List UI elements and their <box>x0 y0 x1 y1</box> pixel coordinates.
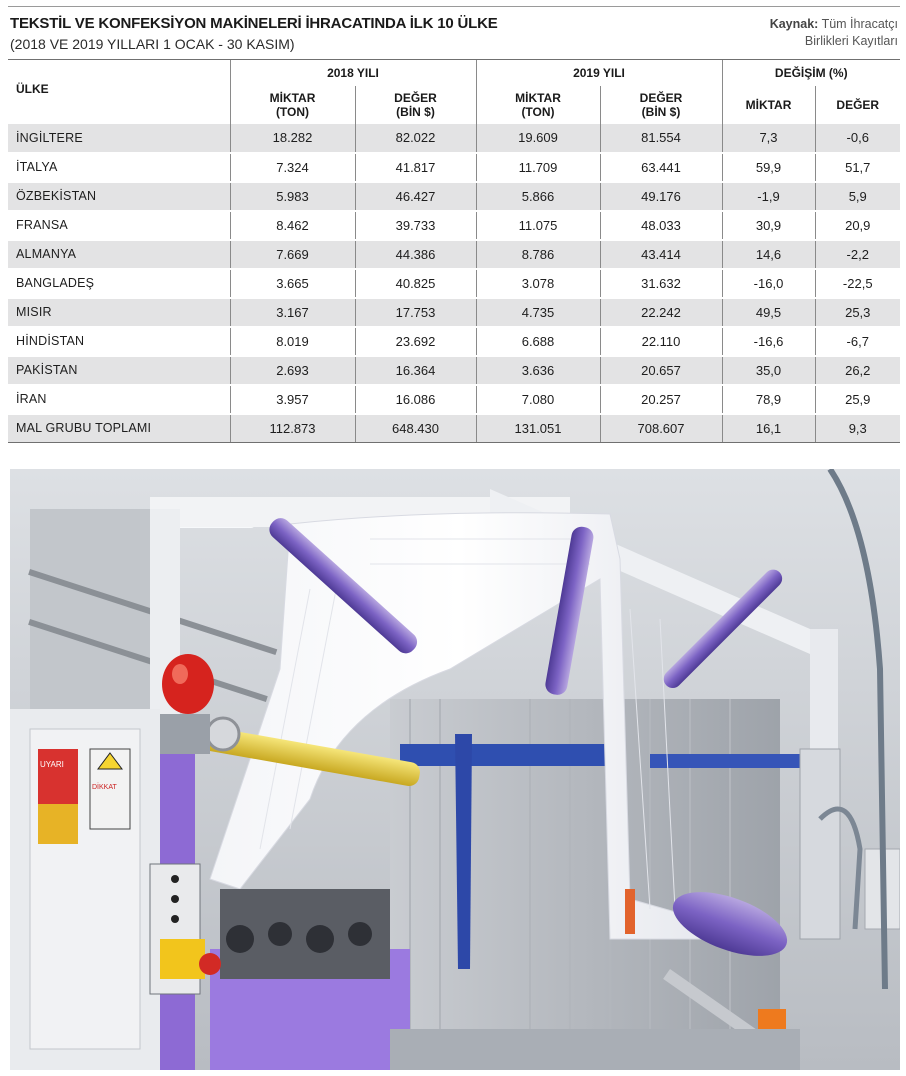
fire-extinguisher <box>162 654 214 714</box>
value-cell: 44.386 <box>355 240 476 269</box>
country-cell: ALMANYA <box>8 240 230 269</box>
value-cell: 59,9 <box>722 153 815 182</box>
value-cell: 648.430 <box>355 414 476 443</box>
value-cell: 9,3 <box>815 414 900 443</box>
value-cell: 22.110 <box>600 327 722 356</box>
value-cell: 22.242 <box>600 298 722 327</box>
table-row <box>8 298 900 327</box>
value-cell: 40.825 <box>355 269 476 298</box>
source-line-1: Tüm İhracatçı <box>821 17 898 31</box>
table-row <box>8 385 900 414</box>
value-cell: 43.414 <box>600 240 722 269</box>
country-cell: FRANSA <box>8 211 230 240</box>
value-cell: 2.693 <box>230 356 355 385</box>
table-row <box>8 269 900 298</box>
value-cell: 112.873 <box>230 414 355 443</box>
value-cell: 4.735 <box>476 298 600 327</box>
control-panel-yellow <box>160 939 205 979</box>
country-cell: MAL GRUBU TOPLAMI <box>8 414 230 443</box>
value-cell: 19.609 <box>476 124 600 153</box>
value-cell: 20.257 <box>600 385 722 414</box>
value-cell: 3.665 <box>230 269 355 298</box>
page-title: TEKSTİL VE KONFEKSİYON MAKİNELERİ İHRACATINDA İLK 10 ÜLKE <box>10 15 498 32</box>
value-cell: 16.364 <box>355 356 476 385</box>
header-qty-2018: MİKTAR (TON) <box>230 86 355 124</box>
value-cell: 51,7 <box>815 153 900 182</box>
floor <box>390 1029 800 1070</box>
value-cell: 8.462 <box>230 211 355 240</box>
value-cell: 25,9 <box>815 385 900 414</box>
warning-sign-small <box>38 804 78 844</box>
header-group-2019: 2019 YILI <box>476 60 722 86</box>
country-cell: BANGLADEŞ <box>8 269 230 298</box>
roller-bracket <box>160 714 210 754</box>
table-row <box>8 356 900 385</box>
value-cell: 708.607 <box>600 414 722 443</box>
value-cell: 31.632 <box>600 269 722 298</box>
value-cell: -1,9 <box>722 182 815 211</box>
blue-rail <box>400 744 620 766</box>
page-subtitle: (2018 VE 2019 YILLARI 1 OCAK - 30 KASIM) <box>10 36 295 52</box>
value-cell: 131.051 <box>476 414 600 443</box>
source-label: Kaynak: <box>769 17 819 31</box>
table-row-total <box>8 414 900 443</box>
table-row <box>8 327 900 356</box>
value-cell: 41.817 <box>355 153 476 182</box>
value-cell: 35,0 <box>722 356 815 385</box>
value-cell: 5,9 <box>815 182 900 211</box>
textile-machine-photo <box>10 469 900 1070</box>
value-cell: -16,0 <box>722 269 815 298</box>
value-cell: 20.657 <box>600 356 722 385</box>
value-cell: 16.086 <box>355 385 476 414</box>
value-cell: -6,7 <box>815 327 900 356</box>
header-group-change: DEĞİŞİM (%) <box>722 60 900 86</box>
value-cell: 82.022 <box>355 124 476 153</box>
value-cell: 8.019 <box>230 327 355 356</box>
blue-rail-right <box>650 754 800 768</box>
value-cell: 16,1 <box>722 414 815 443</box>
header <box>8 6 900 56</box>
value-cell: 3.167 <box>230 298 355 327</box>
table-row <box>8 240 900 269</box>
value-cell: 25,3 <box>815 298 900 327</box>
country-cell: MISIR <box>8 298 230 327</box>
value-cell: -22,5 <box>815 269 900 298</box>
country-cell: ÖZBEKİSTAN <box>8 182 230 211</box>
value-cell: -2,2 <box>815 240 900 269</box>
value-cell: 7.080 <box>476 385 600 414</box>
table-row <box>8 182 900 211</box>
country-cell: İNGİLTERE <box>8 124 230 153</box>
value-cell: 3.636 <box>476 356 600 385</box>
header-val-2018: DEĞER (BİN $) <box>355 86 476 124</box>
source-note <box>770 16 898 50</box>
warning-sign-label-b: DİKKAT <box>92 784 117 791</box>
value-cell: 17.753 <box>355 298 476 327</box>
table-row <box>8 124 900 153</box>
value-cell: 11.075 <box>476 211 600 240</box>
value-cell: 3.957 <box>230 385 355 414</box>
orange-tag <box>625 889 635 934</box>
value-cell: -0,6 <box>815 124 900 153</box>
header-qty-2019: MİKTAR (TON) <box>476 86 600 124</box>
emergency-stop-icon <box>199 953 221 975</box>
value-cell: 11.709 <box>476 153 600 182</box>
value-cell: 39.733 <box>355 211 476 240</box>
source-line-2: Birlikleri Kayıtları <box>804 34 898 48</box>
value-cell: 5.866 <box>476 182 600 211</box>
value-cell: 26,2 <box>815 356 900 385</box>
warning-sign-label-a: UYARI <box>40 760 64 769</box>
table-row <box>8 211 900 240</box>
value-cell: 46.427 <box>355 182 476 211</box>
value-cell: 18.282 <box>230 124 355 153</box>
value-cell: 81.554 <box>600 124 722 153</box>
value-cell: 6.688 <box>476 327 600 356</box>
value-cell: 78,9 <box>722 385 815 414</box>
value-cell: 7.669 <box>230 240 355 269</box>
country-cell: İRAN <box>8 385 230 414</box>
fire-extinguisher-shine <box>172 664 188 684</box>
header-change-qty: MİKTAR <box>722 86 815 124</box>
country-cell: İTALYA <box>8 153 230 182</box>
header-val-2019: DEĞER (BİN $) <box>600 86 722 124</box>
country-cell: HİNDİSTAN <box>8 327 230 356</box>
value-cell: 7.324 <box>230 153 355 182</box>
export-table <box>8 59 900 443</box>
value-cell: 7,3 <box>722 124 815 153</box>
header-country: ÜLKE <box>8 60 230 124</box>
table-row <box>8 153 900 182</box>
roller-end-cap <box>207 718 239 750</box>
value-cell: 14,6 <box>722 240 815 269</box>
value-cell: 49.176 <box>600 182 722 211</box>
value-cell: 5.983 <box>230 182 355 211</box>
value-cell: 20,9 <box>815 211 900 240</box>
value-cell: 48.033 <box>600 211 722 240</box>
right-control-box <box>800 749 840 939</box>
value-cell: 49,5 <box>722 298 815 327</box>
value-cell: -16,6 <box>722 327 815 356</box>
value-cell: 3.078 <box>476 269 600 298</box>
value-cell: 30,9 <box>722 211 815 240</box>
header-change-val: DEĞER <box>815 86 900 124</box>
header-group-2018: 2018 YILI <box>230 60 476 86</box>
value-cell: 63.441 <box>600 153 722 182</box>
value-cell: 23.692 <box>355 327 476 356</box>
value-cell: 8.786 <box>476 240 600 269</box>
country-cell: PAKİSTAN <box>8 356 230 385</box>
